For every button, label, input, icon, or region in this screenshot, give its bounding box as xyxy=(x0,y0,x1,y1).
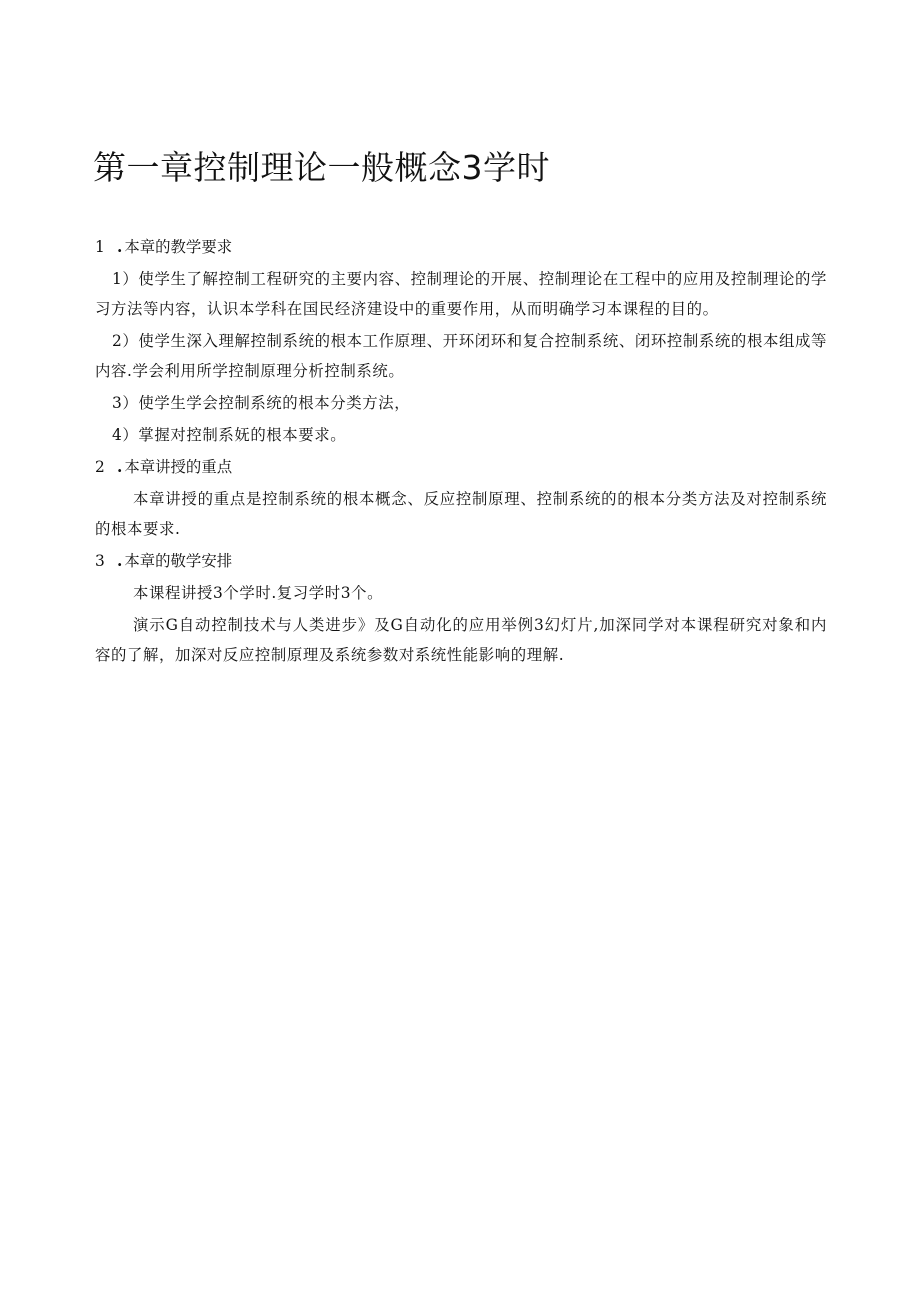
requirement-item-3: 3）使学生学会控制系统的根本分类方法， xyxy=(112,394,411,412)
requirement-item-4: 4）掌握对控制系妩的根本要求。 xyxy=(112,426,347,444)
section-heading-text: 本章讲授的重点 xyxy=(124,458,233,476)
section-marker: . xyxy=(117,238,123,256)
section-number: 3 xyxy=(95,552,105,570)
key-points-paragraph: 本章讲授的重点是控制系统的根本概念、反应控制原理、控制系统的的根本分类方法及对控制系统的根本要求. xyxy=(95,490,827,538)
chapter-title: 第一章控制理论一般概念3学时 xyxy=(93,148,550,187)
section-marker: . xyxy=(117,552,123,570)
requirement-item-2: 2）使学生深入理解控制系统的根本工作原理、开环闭环和复合控制系统、闭环控制系统的根本组成等内容.学会利用所学控制原理分析控制系统。 xyxy=(95,332,827,380)
section-heading-2 xyxy=(95,452,827,482)
schedule-paragraph: 本课程讲授3个学时.复习学时3个。 xyxy=(133,584,384,602)
document-body xyxy=(95,232,827,672)
section-heading-text: 本章的教学要求 xyxy=(124,238,233,256)
section-number: 1 xyxy=(95,238,105,256)
section-heading-3 xyxy=(95,546,827,576)
section-heading-text: 本章的敬学安排 xyxy=(124,552,233,570)
section-number: 2 xyxy=(95,458,105,476)
requirement-item-1: 1）使学生了解控制工程研究的主要内容、控制理论的开展、控制理论在工程中的应用及控制理论的学习方法等内容，认识本学科在国民经济建设中的重要作用，从而明确学习本课程的目的。 xyxy=(95,270,827,318)
section-heading-1 xyxy=(95,232,827,262)
section-marker: . xyxy=(117,458,123,476)
demo-paragraph: 演示G自动控制技术与人类进步》及G自动化的应用举例3幻灯片,加深同学对本课程研究对象和内容的了解，加深对反应控制原理及系统参数对系统性能影响的理解. xyxy=(95,616,827,664)
